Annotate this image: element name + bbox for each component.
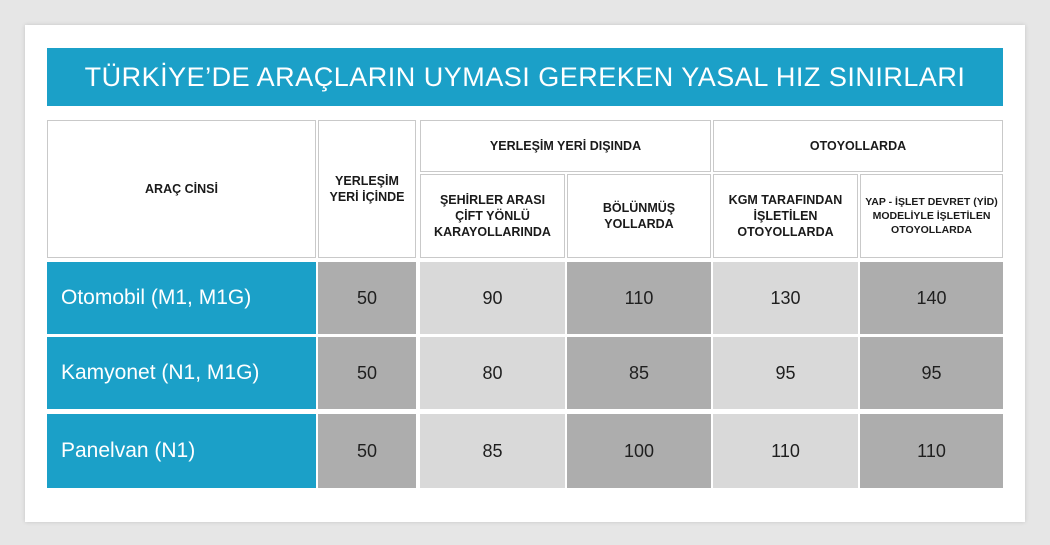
header-outside-settlement: YERLEŞİM YERİ DIŞINDA (420, 120, 711, 172)
header-kgm-highways: KGM TARAFINDAN İŞLETİLEN OTOYOLLARDA (713, 174, 858, 258)
cell-panelvan-in-settlement: 50 (318, 414, 416, 488)
header-in-settlement: YERLEŞİM YERİ İÇİNDE (318, 120, 416, 258)
row-label-otomobil: Otomobil (M1, M1G) (47, 262, 316, 334)
cell-kamyonet-kgm: 95 (713, 337, 858, 409)
cell-otomobil-divided: 110 (567, 262, 711, 334)
cell-kamyonet-yid: 95 (860, 337, 1003, 409)
speed-limit-card (25, 25, 1025, 522)
row-label-panelvan: Panelvan (N1) (47, 414, 316, 488)
cell-kamyonet-divided: 85 (567, 337, 711, 409)
header-yid-highways: YAP - İŞLET DEVRET (YİD) MODELİYLE İŞLETİLEN OTOYOLLARDA (860, 174, 1003, 258)
header-vehicle-type: ARAÇ CİNSİ (47, 120, 316, 258)
cell-panelvan-divided: 100 (567, 414, 711, 488)
page-title: TÜRKİYE’DE ARAÇLARIN UYMASI GEREKEN YASAL HIZ SINIRLARI (47, 48, 1003, 106)
header-highways: OTOYOLLARDA (713, 120, 1003, 172)
cell-kamyonet-intercity: 80 (420, 337, 565, 409)
header-intercity-two-way: ŞEHİRLER ARASI ÇİFT YÖNLÜ KARAYOLLARINDA (420, 174, 565, 258)
cell-otomobil-kgm: 130 (713, 262, 858, 334)
cell-otomobil-in-settlement: 50 (318, 262, 416, 334)
row-label-kamyonet: Kamyonet (N1, M1G) (47, 337, 316, 409)
cell-kamyonet-in-settlement: 50 (318, 337, 416, 409)
cell-panelvan-kgm: 110 (713, 414, 858, 488)
cell-panelvan-yid: 110 (860, 414, 1003, 488)
cell-panelvan-intercity: 85 (420, 414, 565, 488)
header-divided-roads: BÖLÜNMÜŞ YOLLARDA (567, 174, 711, 258)
cell-otomobil-yid: 140 (860, 262, 1003, 334)
cell-otomobil-intercity: 90 (420, 262, 565, 334)
